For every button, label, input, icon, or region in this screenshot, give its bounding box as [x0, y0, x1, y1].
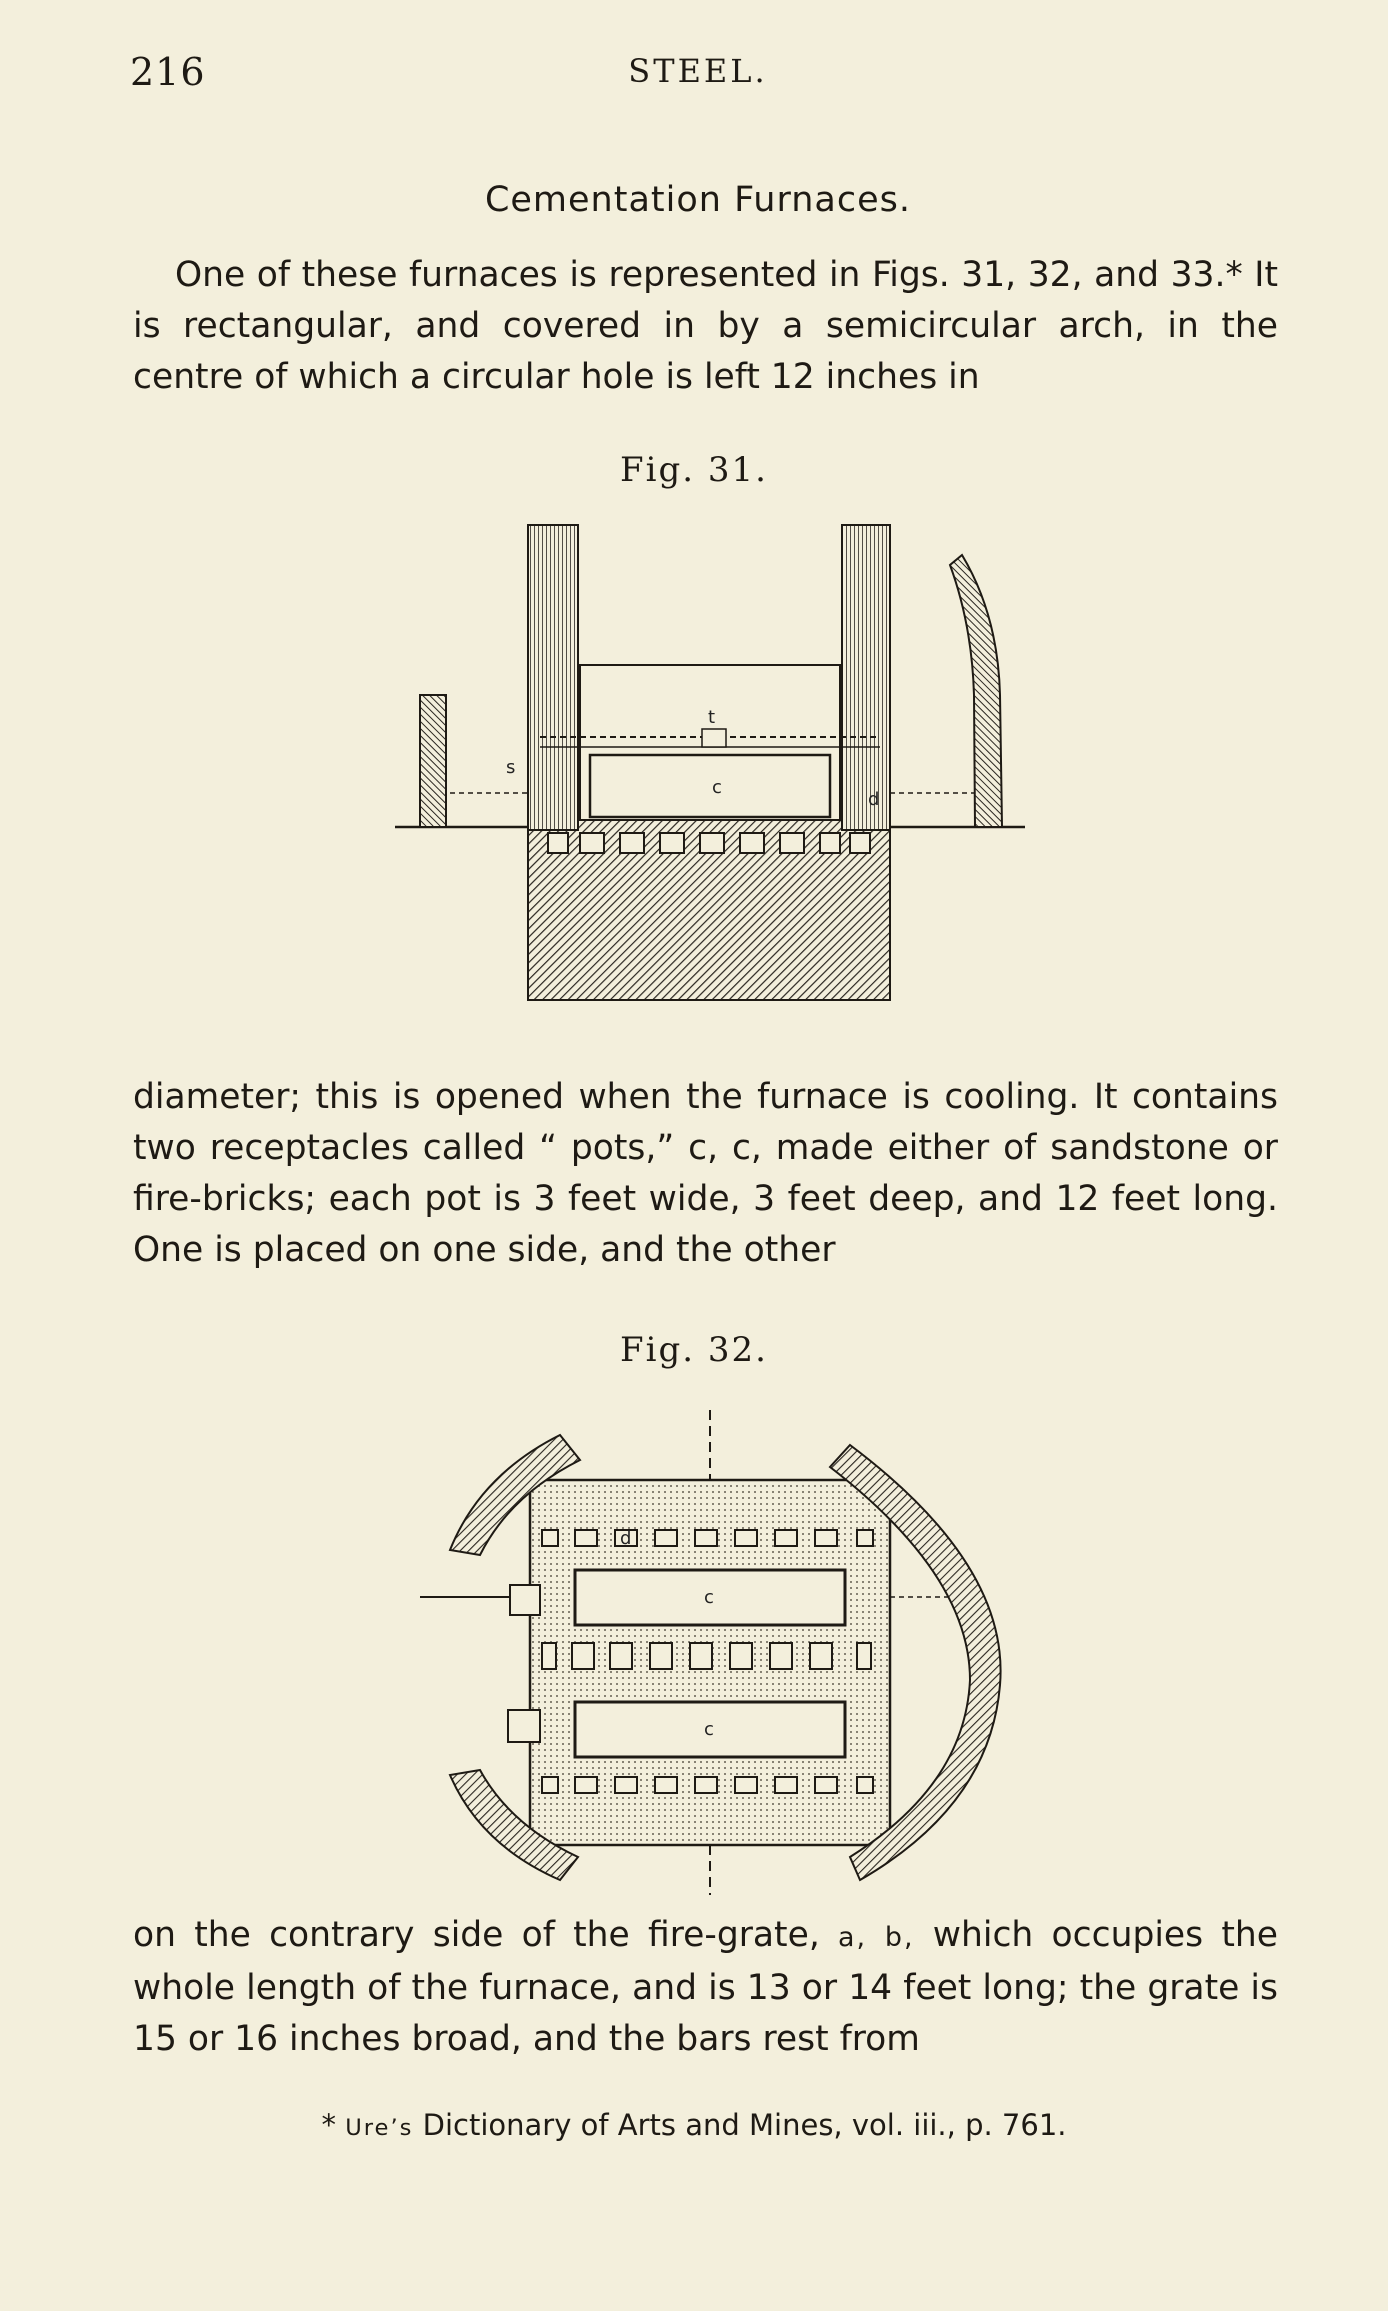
figure-32-caption-num: 32. — [707, 1330, 768, 1370]
page-number: 216 — [130, 50, 206, 94]
paragraph-3 — [133, 1910, 1278, 2065]
footnote-text: Dictionary of Arts and Mines, vol. iii., p. 761. — [413, 2108, 1067, 2142]
section-title: Cementation Furnaces. — [484, 180, 912, 220]
fig31-letter-s: s — [506, 757, 516, 778]
figure-32-furnace-plan — [410, 1405, 1030, 1905]
running-head: STEEL. — [628, 52, 768, 90]
fig31-left-pillar — [420, 695, 446, 827]
figure-31-caption-num: 31. — [707, 450, 768, 490]
paragraph-1: One of these furnaces is represented in Figs. 31, 32, and 33.* It is rectangular, and covered in by a semicircular arch, in the centre of which a circular hole is left 12 inches in — [133, 255, 1278, 397]
footnote-marker: * — [321, 2108, 336, 2142]
figure-32-caption-fig: Fig. — [620, 1330, 696, 1370]
paragraph-3-before: on the contrary side of the fire-grate, — [133, 1915, 839, 1955]
page-header — [130, 50, 1266, 100]
fig31-flue-row — [548, 833, 870, 853]
fig31-letter-d: d — [868, 789, 880, 810]
fig32-letter-c-bottom: c — [704, 1719, 714, 1740]
paragraph-3-after: which occupies the whole length of the furnace, and is 13 or 14 feet long; the grate is 15 or 16 inches broad, and the bars rest from — [133, 1915, 1278, 2059]
paragraph-2: diameter; this is opened when the furnace is cooling. It contains two receptacles called “ pots,” c, c, made either of sandstone or fire-bricks; each pot is 3 feet wide, 3 feet deep, and 12 feet long. One is placed on one side, and the other — [133, 1077, 1278, 1270]
figure-31-caption-fig: Fig. — [620, 450, 696, 490]
figure-32-caption — [0, 1330, 1388, 1370]
figure-31-caption — [0, 450, 1388, 490]
fig32-letter-c-top: c — [704, 1587, 714, 1608]
fig31-pot-c — [590, 755, 830, 817]
fig31-letter-t: t — [708, 707, 716, 728]
fig32-letter-d: d — [620, 1528, 632, 1549]
fig31-right-wall — [842, 525, 890, 830]
fig31-right-buttress — [950, 555, 1002, 827]
fig31-left-wall — [528, 525, 578, 830]
fig31-letter-c: c — [712, 777, 722, 798]
paragraph-3-letters: a, b, — [838, 1922, 915, 1953]
footnote-author: Ure’s — [345, 2115, 414, 2141]
figure-31-furnace-section — [390, 515, 1030, 1015]
footnote — [0, 2108, 1388, 2142]
